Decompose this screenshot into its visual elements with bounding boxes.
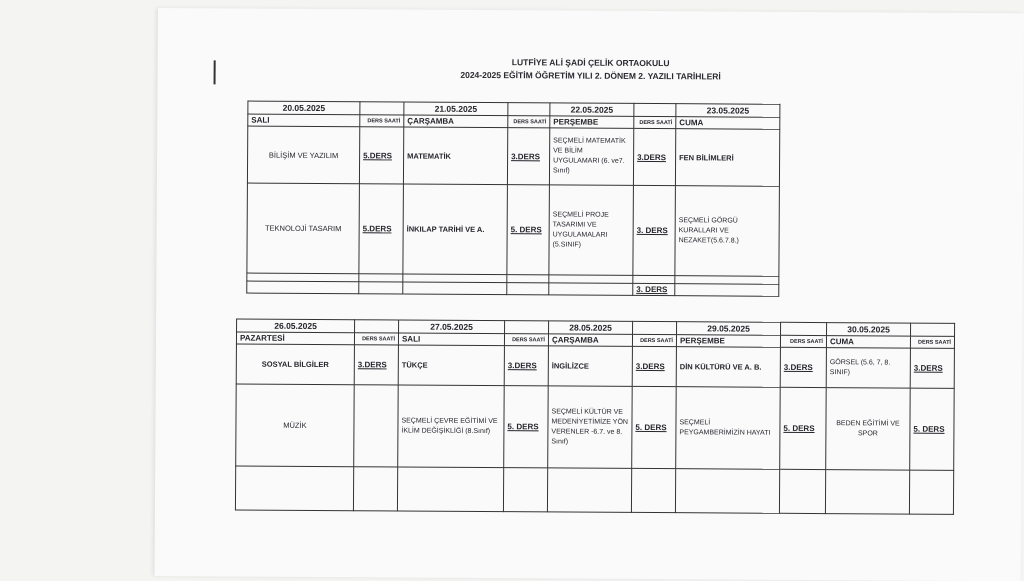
table-row [247,183,780,276]
date-cell: 27.05.2025 [399,320,505,334]
subject-cell: SEÇMELİ GÖRGÜ KURALLARI VE NEZAKET(5.6.7.8.) [675,186,780,277]
day-cell: PERŞEMBE [676,335,780,348]
subject-cell: MÜZİK [236,384,354,467]
school-name: LUTFİYE ALİ ŞADİ ÇELİK ORTAOKULU [511,57,670,69]
subject-cell: İNKILAP TARİHİ VE A. [403,184,508,275]
hour-cell: 3. DERS [633,185,676,275]
subject-cell: İNGİLİZCE [548,346,632,387]
subject-cell: BİLİŞİM VE YAZILIM [247,126,359,184]
table-row [236,384,954,470]
hour-cell: 3.DERS [504,346,548,386]
hour-header: DERS SAATİ [508,116,550,128]
hour-header: DERS SAATİ [504,334,548,346]
date-cell: 28.05.2025 [549,321,633,335]
hour-cell: 5. DERS [504,386,549,468]
subject-cell: SEÇMELİ KÜLTÜR VE MEDENİYETİMİZE YÖN VERENLER -6.7. ve 8. Sınıf) [548,386,632,469]
subject-cell: MATEMATİK [403,127,507,185]
document-title: 2024-2025 EĞİTİM ÖĞRETİM YILI 2. DÖNEM 2. YAZILI TARİHLERİ [460,69,721,82]
hour-cell: 3. DERS [633,283,675,295]
hour-cell: 5.DERS [359,127,403,184]
hour-header: DERS SAATİ [360,115,404,127]
subject-cell: SEÇMELİ MATEMATİK VE BİLİM UYGULAMARI (6. ve7. Sınıf) [549,128,633,186]
day-cell: PERŞEMBE [550,116,634,129]
date-cell: 26.05.2025 [237,319,355,333]
hour-header: DERS SAATİ [910,336,954,348]
subject-cell: DİN KÜLTÜRÜ VE A. B. [676,347,780,388]
table-row [247,281,779,296]
hour-cell: 5.DERS [359,184,404,274]
hour-cell: 3.DERS [354,345,398,385]
date-cell: 21.05.2025 [404,102,508,116]
subject-cell: SOSYAL BİLGİLER [236,344,354,385]
hour-cell: 3.DERS [780,347,826,387]
day-cell: PAZARTESİ [236,332,354,345]
day-cell: ÇARŞAMBA [548,334,632,347]
subject-cell: SEÇMELİ PROJE TASARIMI VE UYGULAMALARI (5.SINIF) [549,185,634,276]
hour-header: DERS SAATİ [632,334,676,346]
hour-cell: 5. DERS [507,185,550,275]
hour-header: DERS SAATİ [634,116,676,128]
date-cell: 29.05.2025 [677,322,781,336]
hour-cell: 3.DERS [910,348,954,388]
subject-cell: GÖRSEL (5.6, 7, 8. SINIF) [826,348,910,389]
date-cell: 22.05.2025 [550,103,634,117]
hour-header: DERS SAATİ [780,335,826,347]
day-cell: SALI [248,114,360,127]
paper-sheet [155,8,1024,581]
date-cell: 23.05.2025 [676,104,780,118]
day-cell: ÇARŞAMBA [404,115,508,128]
day-cell: CUMA [826,336,910,349]
hour-cell: 5. DERS [632,386,677,468]
hour-cell [354,385,399,467]
subject-cell: FEN BİLİMLERİ [675,129,779,187]
day-cell: SALI [398,333,504,346]
subject-cell: TÜKÇE [398,345,504,386]
date-cell: 30.05.2025 [827,323,911,337]
subject-cell: SEÇMELİ PEYGAMBERİMİZİN HAYATI [676,387,780,470]
hour-cell: 3.DERS [632,346,676,386]
hour-cell: 3.DERS [633,128,675,185]
hour-cell: 5. DERS [780,387,827,469]
exam-table-week1 [246,101,780,297]
hour-cell: 3.DERS [507,128,549,185]
hour-cell: 5. DERS [910,388,955,470]
hour-header: DERS SAATİ [354,333,398,345]
subject-cell: TEKNOLOJİ TASARIM [247,183,360,274]
table-row [235,466,953,514]
day-cell: CUMA [676,117,780,130]
subject-cell: BEDEN EĞİTİMİ VE SPOR [826,388,910,471]
subject-cell: SEÇMELİ ÇEVRE EĞİTİMİ VE İKLİM DEĞİŞİKLİĞİ (8.Sınıf) [398,385,504,468]
table-row [236,344,954,388]
date-cell: 20.05.2025 [248,101,360,115]
document-header [158,54,1024,85]
exam-table-week2 [235,318,955,514]
table-row [247,126,779,186]
